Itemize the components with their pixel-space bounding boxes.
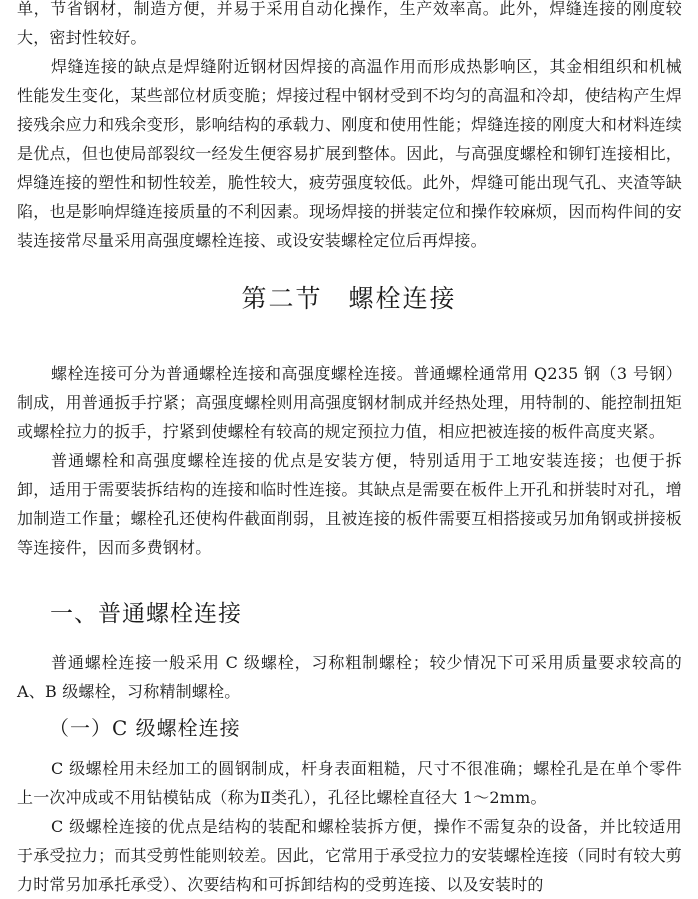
weld-text-block [0,0,698,255]
bolt-intro-block [0,359,698,562]
section-title [0,279,698,315]
heading-c-grade-wrapper [0,712,698,741]
section-name: 螺栓连接 [348,284,457,313]
paragraph-bolt-pros-cons: 普通螺栓和高强度螺栓连接的优点是安装方便，特别适用于工地安装连接；也便于拆卸，适用于需要装拆结构的连接和临时性连接。其缺点是需要在板件上开孔和拼装时对孔，增加制造工作量；螺栓孔还使构件截面削弱，且被连接的板件需要互相搭接或另加角钢或拼接板等连接件，因而多费钢材。 [17,451,682,557]
paragraph-ordinary-bolt: 普通螺栓连接一般采用 C 级螺栓，习称粗制螺栓；较少情况下可采用质量要求较高的 A、B 级螺栓，习称精制螺栓。 [17,653,682,701]
paragraph-c-grade-pros: C 级螺栓连接的优点是结构的装配和螺栓装拆方便，操作不需复杂的设备，并比较适用于承受拉力；而其受剪性能则较差。因此，它常用于承受拉力的安装螺栓连接（同时有较大剪力时常另加承托承受）、次要结构和可拆卸结构的受剪连接、以及安装时的 [17,817,682,894]
c-grade-block [0,754,698,899]
paragraph-weld-disadvantages: 焊缝连接的缺点是焊缝附近钢材因焊接的高温作用而形成热影响区，其金相组织和机械性能发生变化，某些部位材质变脆；焊接过程中钢材受到不均匀的高温和冷却，使结构产生焊接残余应力和残余变形，影响结构的承载力、刚度和使用性能；焊缝连接的刚度大和材料连续是优点，但也使局部裂纹一经发生便容易扩展到整体。因此，与高强度螺栓和铆钉连接相比，焊缝连接的塑性和韧性较差，脆性较大，疲劳强度较低。此外，焊缝可能出现气孔、夹渣等缺陷，也是影响焊缝连接质量的不利因素。现场焊接的拼装定位和操作较麻烦，因而构件间的安装连接常尽量采用高强度螺栓连接、或设安装螺栓定位后再焊接。 [17,57,682,250]
heading-c-grade-bolt: （一）C 级螺栓连接 [49,716,241,740]
paragraph-bolt-types: 螺栓连接可分为普通螺栓连接和高强度螺栓连接。普通螺栓通常用 Q235 钢（3 号钢）制成，用普通扳手拧紧；高强度螺栓则用高强度钢材制成并经热处理，用特制的、能控制扭矩或螺栓拉力的扳手，拧紧到使螺栓有较高的规定预拉力值，相应把被连接的板件高度夹紧。 [17,364,682,441]
section-heading [0,279,698,315]
heading-ordinary-bolt-wrapper [0,595,698,628]
paragraph-weld-advantages-end: 单，节省钢材，制造方便，并易于采用自动化操作，生产效率高。此外，焊缝连接的刚度较大，密封性较好。 [17,0,682,47]
heading-ordinary-bolt: 一、普通螺栓连接 [50,601,242,627]
paragraph-c-grade-description: C 级螺栓用未经加工的圆钢制成，杆身表面粗糙，尺寸不很准确；螺栓孔是在单个零件上一次冲成或不用钻模钻成（称为Ⅱ类孔），孔径比螺栓直径大 1～2mm。 [17,759,682,807]
ordinary-bolt-block [0,648,698,706]
section-number: 第二节 [241,284,323,313]
